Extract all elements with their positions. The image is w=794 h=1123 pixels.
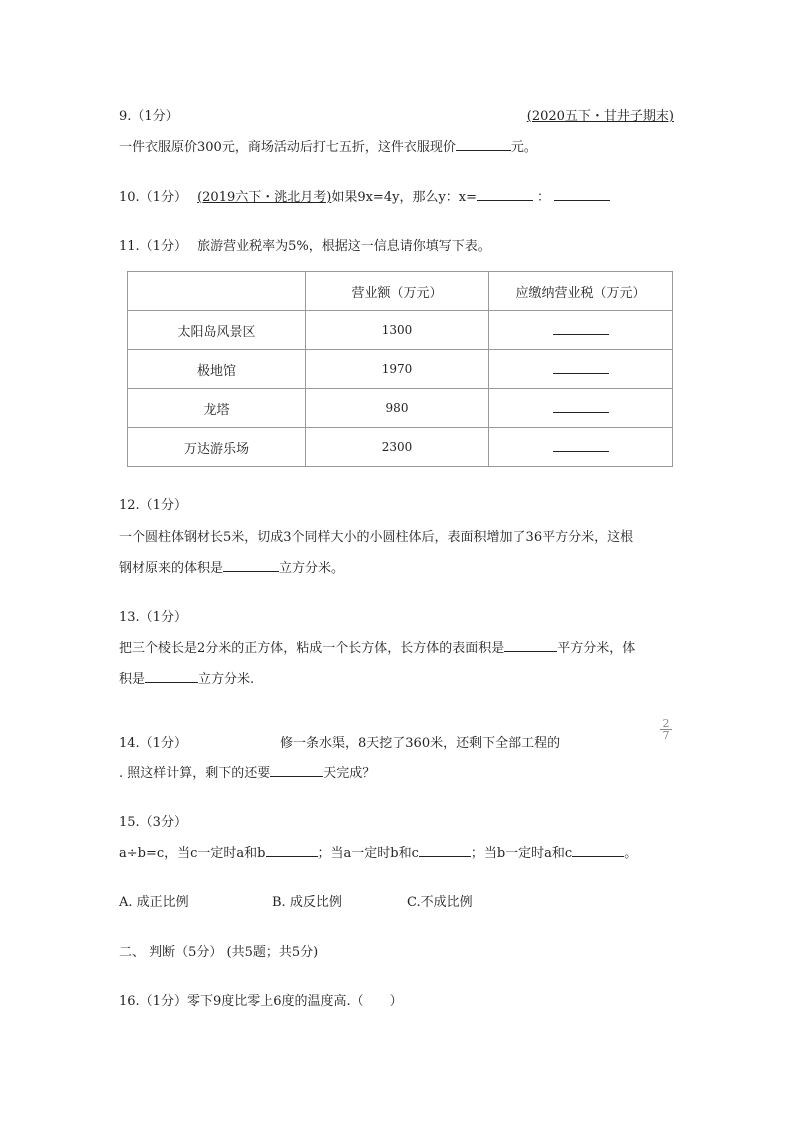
table-header-cell: 应缴纳营业税（万元） — [489, 272, 673, 311]
q9-source: (2020五下・甘井子期末) — [526, 109, 674, 124]
q13-line1 — [119, 637, 635, 656]
q15-line — [119, 842, 637, 861]
tax-answer-blank[interactable] — [553, 400, 609, 413]
q12-number: 12.（1分） — [119, 498, 187, 513]
q12-line1: 一个圆柱体钢材长5米，切成3个同样大小的小圆柱体后，表面积增加了36平方分米，这根 — [119, 530, 634, 545]
q14-text-after: 天完成？ — [323, 766, 376, 781]
q15-part-1: a÷b=c，当c一定时a和b — [119, 846, 266, 861]
q13-answer-blank-1[interactable] — [504, 639, 557, 652]
q14-number: 14.（1分） — [119, 736, 187, 751]
venue-name: 龙塔 — [128, 389, 306, 428]
revenue-value: 1970 — [306, 350, 489, 389]
q9-number: 9.（1分） — [119, 109, 179, 124]
q14-fraction — [660, 719, 672, 740]
q15-option-c[interactable]: C.不成比例 — [407, 895, 473, 910]
q13-text-4: 立方分米. — [198, 672, 255, 687]
q15-option-a[interactable]: A. 成正比例 — [119, 895, 189, 910]
q13-text-2: 平方分米，体 — [557, 641, 636, 656]
q14-answer-blank[interactable] — [270, 764, 323, 777]
revenue-value: 2300 — [306, 428, 489, 467]
table-header-cell: 营业额（万元） — [306, 272, 489, 311]
q13-text-3: 积是 — [119, 672, 146, 687]
q12-answer-blank[interactable] — [223, 559, 279, 572]
tax-answer-cell — [489, 389, 673, 428]
table-header-cell — [128, 272, 306, 311]
q12-text-after: 立方分米。 — [279, 561, 345, 576]
q9-text: 一件衣服原价300元，商场活动后打七五折，这件衣服现价 — [119, 140, 456, 155]
q10-answer-blank-1[interactable] — [477, 188, 533, 201]
q13-line2 — [119, 668, 254, 687]
q10-source: (2019六下・洮北月考) — [197, 190, 332, 205]
q9-body — [119, 136, 537, 155]
tax-answer-blank[interactable] — [553, 361, 609, 374]
q9-text-after: 元。 — [510, 140, 537, 155]
tax-answer-cell — [489, 311, 673, 350]
q13-number: 13.（1分） — [119, 610, 187, 625]
tax-answer-cell — [489, 428, 673, 467]
q13-answer-blank-2[interactable] — [145, 670, 198, 683]
revenue-value: 980 — [306, 389, 489, 428]
q10-number: 10.（1分） — [119, 190, 187, 205]
q15-option-b[interactable]: B. 成反比例 — [272, 895, 342, 910]
q14-line2 — [119, 762, 375, 781]
q14-text: 修一条水渠，8天挖了360米，还剩下全部工程的 — [280, 736, 561, 751]
q13-text-1: 把三个棱长是2分米的正方体，粘成一个长方体，长方体的表面积是 — [119, 641, 505, 656]
q11-number: 11.（1分） — [119, 239, 187, 254]
q10-text: 如果9x=4y，那么y：x= — [331, 190, 478, 205]
q11-line — [119, 235, 491, 254]
fraction-denominator: 7 — [662, 729, 670, 742]
q15-answer-blank-3[interactable] — [572, 844, 624, 857]
table-row — [128, 389, 673, 428]
venue-name: 太阳岛风景区 — [128, 311, 306, 350]
tax-answer-cell — [489, 350, 673, 389]
q10-line — [119, 186, 610, 205]
section-title: 二、 判断（5分） (共5题；共5分) — [119, 945, 319, 960]
q12-line2 — [119, 557, 344, 576]
venue-name: 万达游乐场 — [128, 428, 306, 467]
tax-answer-blank[interactable] — [553, 439, 609, 452]
q11-text: 旅游营业税率为5%，根据这一信息请你填写下表。 — [197, 239, 491, 254]
revenue-value: 1300 — [306, 311, 489, 350]
q15-answer-blank-1[interactable] — [266, 844, 318, 857]
table-row — [128, 428, 673, 467]
q12-text-before: 钢材原来的体积是 — [119, 561, 224, 576]
venue-name: 极地馆 — [128, 350, 306, 389]
q9-answer-blank[interactable] — [456, 138, 511, 151]
tax-answer-blank[interactable] — [553, 322, 609, 335]
q14-text-before: . 照这样计算，剩下的还要 — [119, 766, 271, 781]
tax-table — [127, 271, 673, 467]
table-row — [128, 311, 673, 350]
q15-part-2: ；当a一定时b和c — [317, 846, 419, 861]
q15-number: 15.（3分） — [119, 815, 187, 830]
table-row — [128, 350, 673, 389]
q15-answer-blank-2[interactable] — [419, 844, 471, 857]
q10-separator: ： — [537, 190, 551, 205]
table-header-row — [128, 272, 673, 311]
q16-text: 16.（1分）零下9度比零上6度的温度高.（ ） — [119, 994, 403, 1009]
q10-answer-blank-2[interactable] — [554, 188, 610, 201]
q15-part-4: 。 — [624, 846, 638, 861]
fraction-numerator: 2 — [662, 717, 670, 730]
q15-part-3: ；当b一定时a和c — [470, 846, 573, 861]
